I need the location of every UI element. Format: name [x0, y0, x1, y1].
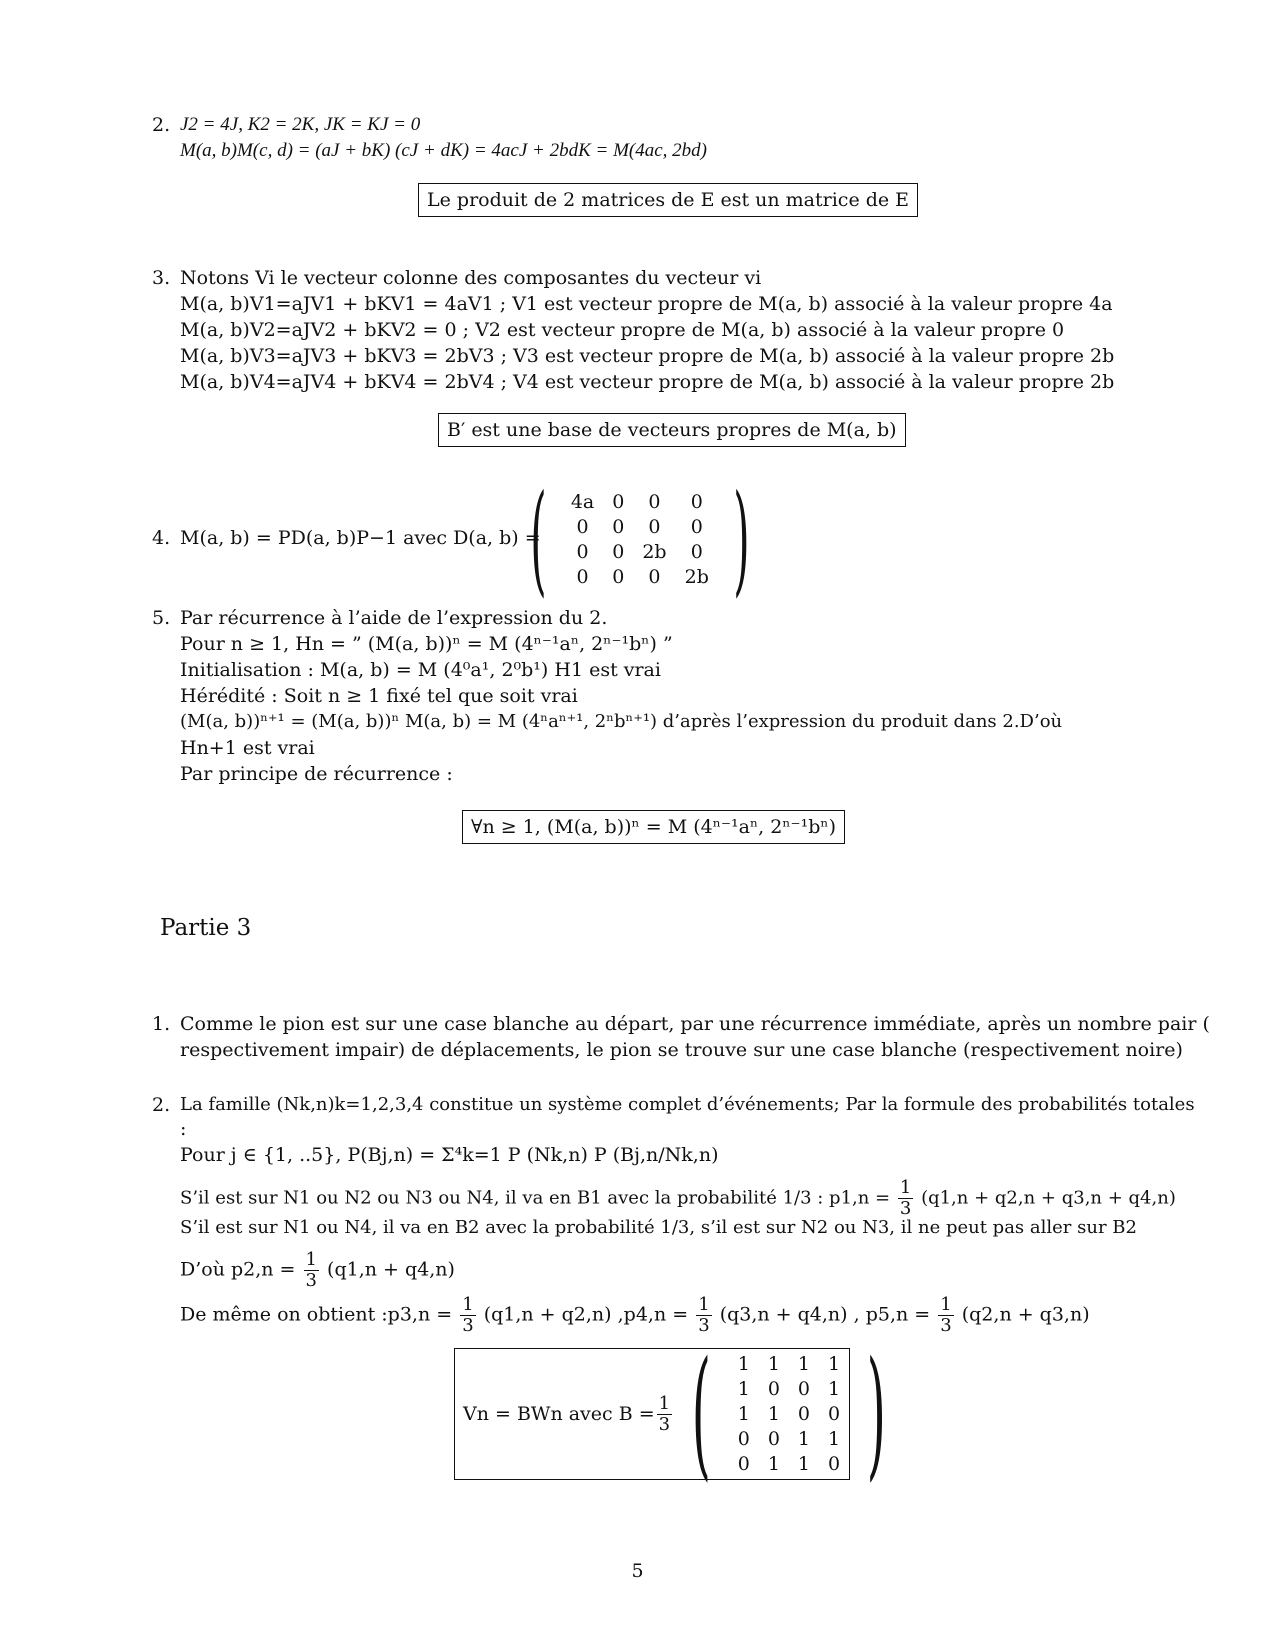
text-line: Par principe de récurrence :: [180, 763, 453, 785]
text-line: :: [180, 1118, 187, 1140]
text-line: J2 = 4J, K2 = 2K, JK = KJ = 0: [180, 114, 421, 135]
text-line: M(a, b)M(c, d) = (aJ + bK) (cJ + dK) = 4acJ + 2bdK = M(4ac, 2bd): [180, 140, 707, 161]
matrix-d: ( 4a 0 0 0 0 0 0 0 0 0 2b 0 0 0 0 2b ): [530, 470, 750, 609]
text-line: Pour n ≥ 1, Hn = ” (M(a, b))ⁿ = M (4ⁿ⁻¹aⁿ, 2ⁿ⁻¹bⁿ) ”: [180, 633, 673, 655]
right-paren: ): [733, 470, 750, 609]
fraction: $\frac{1}{3}$: [698, 1294, 710, 1336]
text-line: Initialisation : M(a, b) = M (4⁰a¹, 2⁰b¹) H1 est vrai: [180, 659, 661, 681]
text-line: (M(a, b))ⁿ⁺¹ = (M(a, b))ⁿ M(a, b) = M (4ⁿaⁿ⁺¹, 2ⁿbⁿ⁺¹) d’après l’expression du produit dans 2.D’où: [180, 711, 1063, 732]
text-line: M(a, b)V4=aJV4 + bKV4 = 2bV4 ; V4 est vecteur propre de M(a, b) associé à la valeur propre 2b: [180, 371, 1115, 393]
fraction: $\frac{1}{3}$: [658, 1392, 671, 1435]
item-number: 2.: [152, 114, 171, 136]
boxed-result: B′ est une base de vecteurs propres de M(a, b): [438, 413, 906, 447]
item-number: 2.: [152, 1094, 171, 1116]
text-line: Hérédité : Soit n ≥ 1 fixé tel que soit vrai: [180, 685, 578, 707]
text-line: respectivement impair) de déplacements, le pion se trouve sur une case blanche (respectivement noire): [180, 1039, 1183, 1061]
item-number: 1.: [152, 1013, 171, 1035]
fraction: $\frac{1}{3}$: [899, 1177, 912, 1219]
item-number: 5.: [152, 607, 171, 629]
text-line: M(a, b)V3=aJV3 + bKV3 = 2bV3 ; V3 est vecteur propre de M(a, b) associé à la valeur propre 2b: [180, 345, 1115, 367]
text-line: Pour j ∈ {1, ..5}, P(Bj,n) = Σ⁴k=1 P (Nk,n) P (Bj,n/Nk,n): [180, 1144, 719, 1166]
fraction: $\frac{1}{3}$: [462, 1294, 474, 1336]
text-line: Comme le pion est sur une case blanche au départ, par une récurrence immédiate, après un nombre pair (: [180, 1013, 1210, 1035]
text-line: M(a, b)V1=aJV1 + bKV1 = 4aV1 ; V1 est vecteur propre de M(a, b) associé à la valeur propre 4a: [180, 293, 1113, 315]
page-number: 5: [631, 1560, 644, 1582]
text-line: S’il est sur N1 ou N2 ou N3 ou N4, il va en B1 avec la probabilité 1/3 : p1,n = $\frac{1}{3}$ (q1,n + q2,n + q3,n + q4,n): [180, 1177, 1176, 1219]
boxed-result: Le produit de 2 matrices de E est un matrice de E: [418, 183, 918, 217]
text-line: D’où p2,n = $\frac{1}{3}$ (q1,n + q4,n): [180, 1249, 455, 1291]
boxed-result: ∀n ≥ 1, (M(a, b))ⁿ = M (4ⁿ⁻¹aⁿ, 2ⁿ⁻¹bⁿ): [462, 810, 845, 844]
right-paren: ): [866, 1332, 886, 1495]
item-number: 4.: [152, 527, 171, 549]
text-line: Hn+1 est vrai: [180, 737, 315, 759]
text-line: Notons Vi le vecteur colonne des composantes du vecteur vi: [180, 267, 762, 289]
left-paren: (: [530, 470, 547, 609]
section-heading: Partie 3: [160, 915, 252, 941]
text-line: M(a, b) = PD(a, b)P−1 avec D(a, b) =: [180, 527, 541, 549]
text-line: De même on obtient :p3,n = $\frac{1}{3}$ (q1,n + q2,n) ,p4,n = $\frac{1}{3}$ (q3,n + q4,n) , p5,n = $\frac{1}{3}$ (q2,n + q3,n): [180, 1294, 1090, 1336]
text-line: Par récurrence à l’aide de l’expression du 2.: [180, 607, 608, 629]
fraction: $\frac{1}{3}$: [940, 1294, 952, 1336]
text-line: S’il est sur N1 ou N4, il va en B2 avec la probabilité 1/3, s’il est sur N2 ou N3, il ne peut pas aller sur B2: [180, 1217, 1137, 1238]
item-number: 3.: [152, 267, 171, 289]
fraction: $\frac{1}{3}$: [305, 1249, 317, 1291]
boxed-matrix-result: Vn = BWn avec B = $\frac{1}{3}$ ( 1 1 1 1 1 0 0 1 1 1 0 0 0 0 1 1 0 1 1 0 ): [454, 1348, 850, 1480]
text-line: La famille (Nk,n)k=1,2,3,4 constitue un système complet d’événements; Par la formule des probabilités totales: [180, 1094, 1195, 1115]
matrix-b: ( 1 1 1 1 1 0 0 1 1 1 0 0 0 0 1 1 0 1 1 0 ): [691, 1332, 886, 1495]
text-line: M(a, b)V2=aJV2 + bKV2 = 0 ; V2 est vecteur propre de M(a, b) associé à la valeur propre 0: [180, 319, 1065, 341]
left-paren: (: [691, 1332, 711, 1495]
